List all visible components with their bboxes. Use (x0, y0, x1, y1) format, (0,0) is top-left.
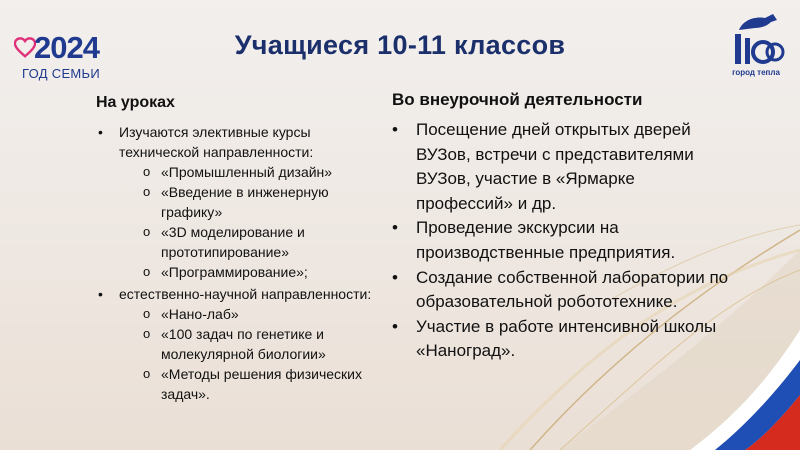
sub-list-item (129, 324, 382, 364)
right-column-heading: Во внеурочной деятельности (392, 90, 643, 109)
circle-bullet-icon: o (143, 164, 151, 179)
logo-caption: город тепла (732, 68, 780, 77)
list-item-text: естественно-научной направленности: (119, 286, 372, 302)
sub-list-item (129, 182, 382, 222)
sub-list-item-text: «Промышленный дизайн» (161, 164, 333, 180)
circle-bullet-icon: o (143, 224, 151, 239)
bullet-icon: • (392, 316, 398, 336)
list-item-text: Участие в работе интенсивной школы «Наноград». (416, 316, 717, 361)
logo-year: 2024 (34, 30, 99, 65)
circle-bullet-icon: o (143, 306, 151, 321)
sub-list-item-text: «100 задач по генетике и молекулярной биологии» (161, 326, 326, 362)
extracurricular-list (392, 118, 732, 364)
bullet-icon: • (392, 267, 398, 287)
sub-list-item (129, 162, 382, 182)
page-title: Учащиеся 10-11 классов (234, 30, 566, 60)
bullet-icon: • (392, 218, 398, 238)
circle-bullet-icon: o (143, 326, 151, 341)
sub-list-item-text: «Методы решения физических задач». (161, 366, 362, 402)
list-item-text: Создание собственной лаборатории по образовательной робототехнике. (416, 267, 729, 312)
list-item (392, 266, 732, 315)
list-item (392, 216, 732, 265)
list-item (97, 284, 382, 404)
circle-bullet-icon: o (143, 366, 151, 381)
bullet-icon: • (98, 124, 103, 140)
left-column-heading: На уроках (96, 94, 175, 111)
bullet-icon: • (98, 286, 103, 302)
bullet-icon: • (392, 120, 398, 139)
sub-list (119, 304, 382, 404)
logo-subtitle: ГОД СЕМЬИ (22, 66, 101, 81)
lessons-list (97, 122, 382, 406)
circle-bullet-icon: o (143, 184, 151, 199)
list-item (392, 315, 732, 364)
list-item (392, 118, 732, 216)
sub-list-item (129, 222, 382, 262)
circle-bullet-icon: o (143, 264, 151, 279)
sub-list-item (129, 262, 382, 282)
sub-list-item-text: «3D моделирование и прототипирование» (161, 224, 305, 260)
list-item-text: Проведение экскурсии на производственные предприятия. (416, 218, 676, 262)
list-item-text: Посещение дней открытых дверей ВУЗов, встречи с представителями ВУЗов, участие в «Ярмарке профессий» и др. (416, 120, 694, 213)
list-item (97, 122, 382, 282)
sub-list-item-text: «Нано-лаб» (161, 306, 239, 322)
list-item-text: Изучаются элективные курсы технической направленности: (119, 124, 314, 160)
sub-list (119, 162, 382, 282)
sub-list-item-text: «Программирование»; (161, 264, 308, 280)
sub-list-item (129, 364, 382, 404)
sub-list-item (129, 304, 382, 324)
sub-list-item-text: «Введение в инженерную графику» (161, 184, 329, 220)
